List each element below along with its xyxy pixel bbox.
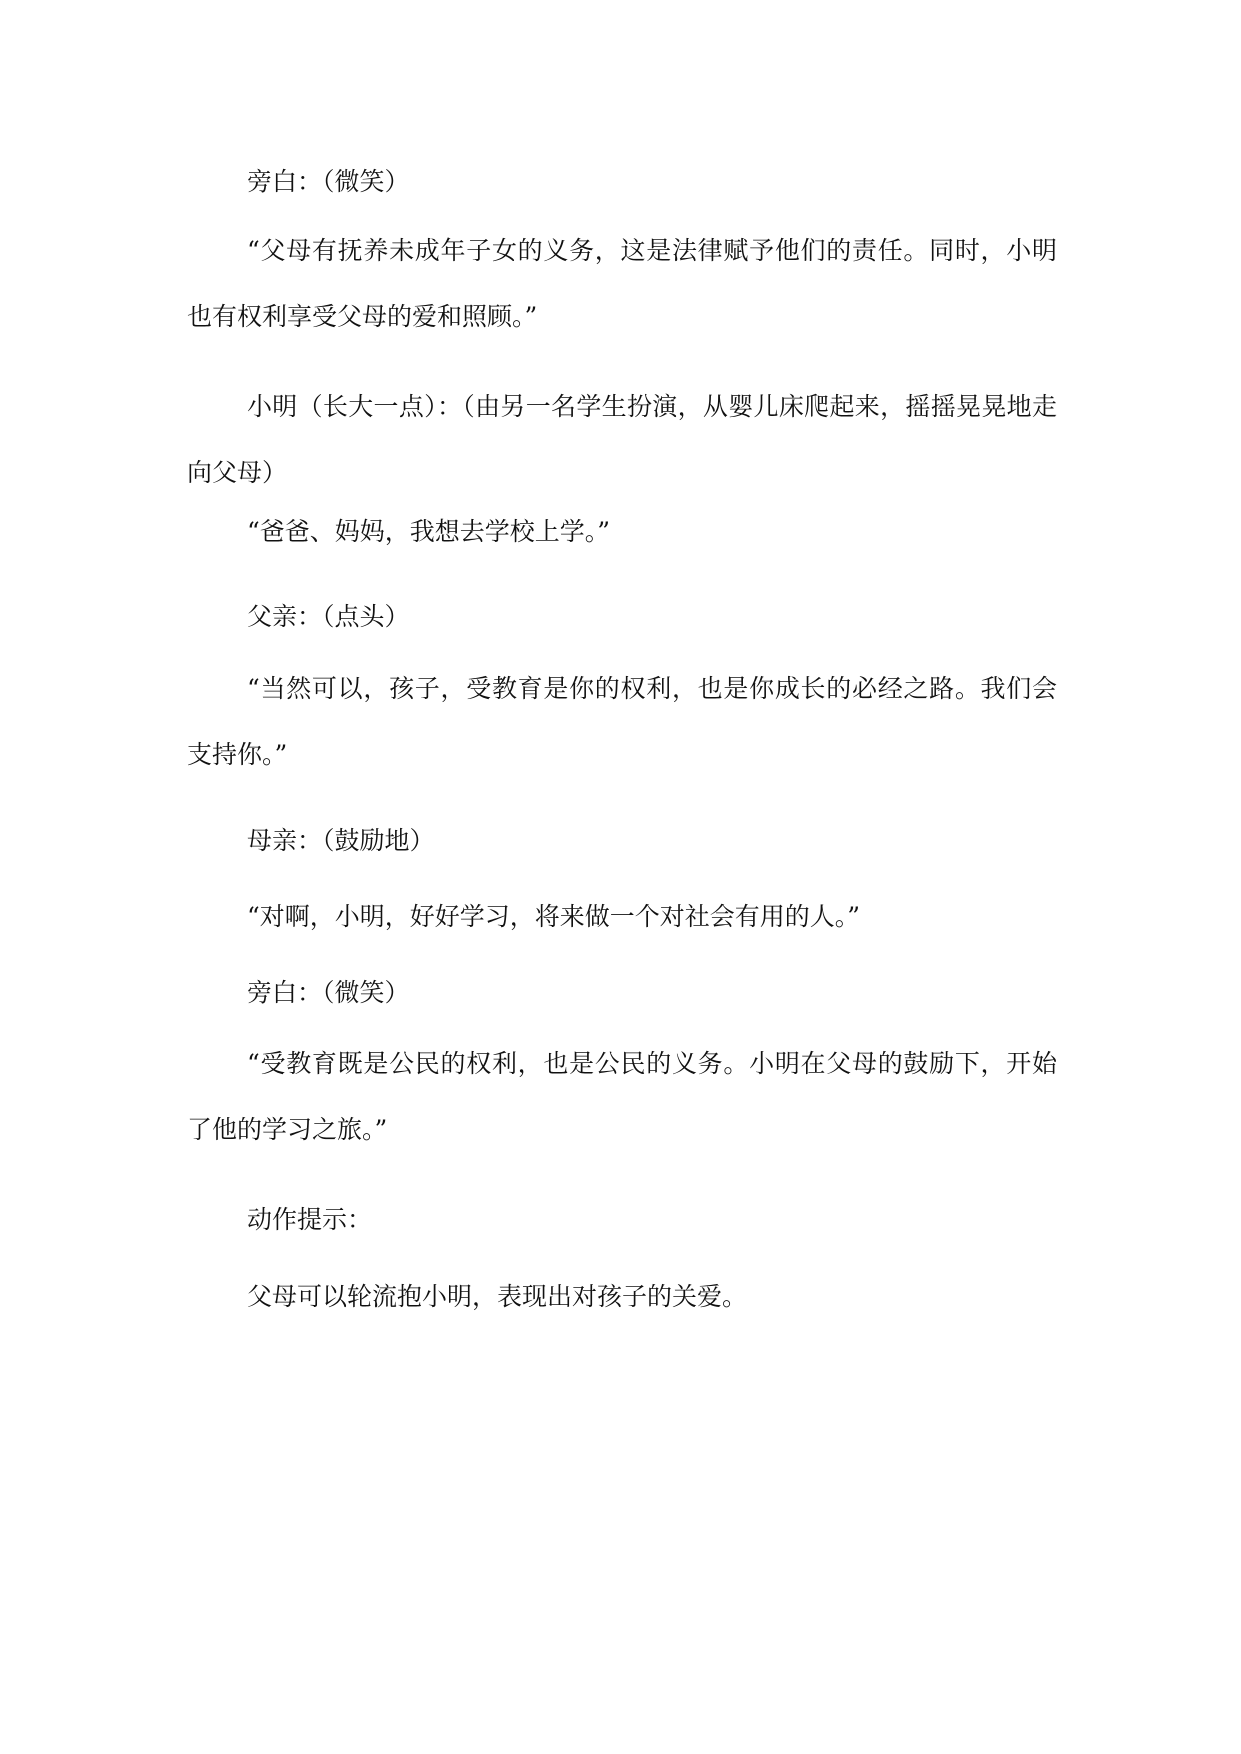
- stage-direction-father: 父亲：（点头）: [247, 602, 410, 631]
- dialogue-line: “爸爸、妈妈，我想去学校上学。”: [247, 517, 611, 546]
- action-hint-heading: 动作提示：: [247, 1205, 373, 1234]
- dialogue-line: “受教育既是公民的权利，也是公民的义务。小明在父母的鼓励下，开始了他的学习之旅。”: [187, 1049, 1057, 1144]
- stage-direction-mother: 母亲：（鼓励地）: [247, 826, 435, 855]
- dialogue-line: “对啊，小明，好好学习，将来做一个对社会有用的人。”: [247, 902, 861, 931]
- action-hint-text: 父母可以轮流抱小明，表现出对孩子的关爱。: [247, 1282, 748, 1311]
- stage-direction-narrator: 旁白：（微笑）: [247, 167, 410, 196]
- stage-direction-xiaoming: 小明（长大一点）：（由另一名学生扮演，从婴儿床爬起来，摇摇晃晃地走向父母）: [187, 392, 1057, 487]
- dialogue-line: “当然可以，孩子，受教育是你的权利，也是你成长的必经之路。我们会支持你。”: [187, 674, 1057, 769]
- stage-direction-narrator: 旁白：（微笑）: [247, 978, 410, 1007]
- dialogue-line: “父母有抚养未成年子女的义务，这是法律赋予他们的责任。同时，小明也有权利享受父母的爱和照顾。”: [187, 236, 1057, 331]
